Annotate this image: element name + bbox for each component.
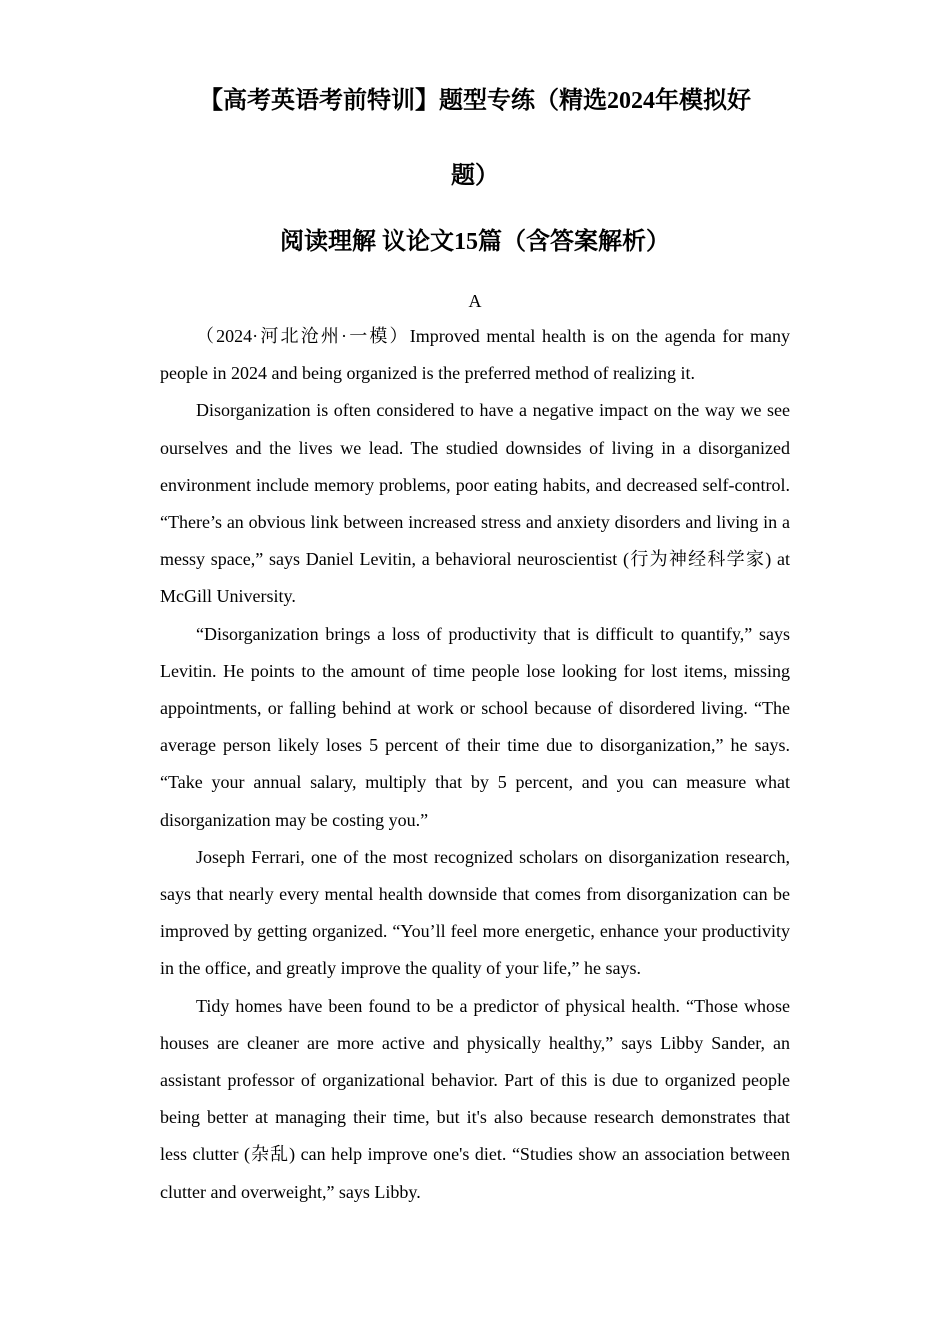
paragraph-1: （2024·河北沧州·一模）Improved mental health is on the agenda for many people in 2024 and being organized is the preferred method of realizing it. — [160, 326, 790, 384]
paragraph-4: Joseph Ferrari, one of the most recognized scholars on disorganization research, says that nearly every mental health downside that comes from disorganization can be improved by getting organized. “You’ll feel more energetic, enhance your productivity in the office, and greatly improve the quality of your life,” he says. — [160, 846, 790, 979]
passage-label: A — [468, 291, 482, 311]
document-title-line-1: 【高考英语考前特训】题型专练（精选2024年模拟好 — [199, 88, 751, 114]
paragraph-3: “Disorganization brings a loss of productivity that is difficult to quantify,” says Levitin. He points to the amount of time people lose looking for lost items, missing appointments, or falling behind at work or school because of disordered living. “The average person likely loses 5 percent of their time due to disorganization,” he says. “Take your annual salary, multiply that by 5 percent, and you can measure what disorganization may be costing you.” — [160, 623, 790, 830]
document-title-line-2: 题） — [451, 163, 499, 189]
paragraph-2: Disorganization is often considered to have a negative impact on the way we see ourselves and the lives we lead. The studied downsides of living in a disorganized environment include memory problems, poor eating habits, and decreased self-control. “There’s an obvious link between increased stress and anxiety disorders and living in a messy space,” says Daniel Levitin, a behavioral neuroscientist (行为神经科学家) at McGill University. — [160, 400, 790, 607]
document-subtitle: 阅读理解 议论文15篇（含答案解析） — [280, 229, 670, 255]
paragraph-5: Tidy homes have been found to be a predictor of physical health. “Those whose houses are cleaner are more active and physically healthy,” says Libby Sander, an assistant professor of organizational behavior. Part of this is due to organized people being better at managing their time, but it's also because research demonstrates that less clutter (杂乱) can help improve one's diet. “Studies show an association between clutter and overweight,” says Libby. — [160, 995, 790, 1202]
passage-body — [160, 318, 790, 1211]
